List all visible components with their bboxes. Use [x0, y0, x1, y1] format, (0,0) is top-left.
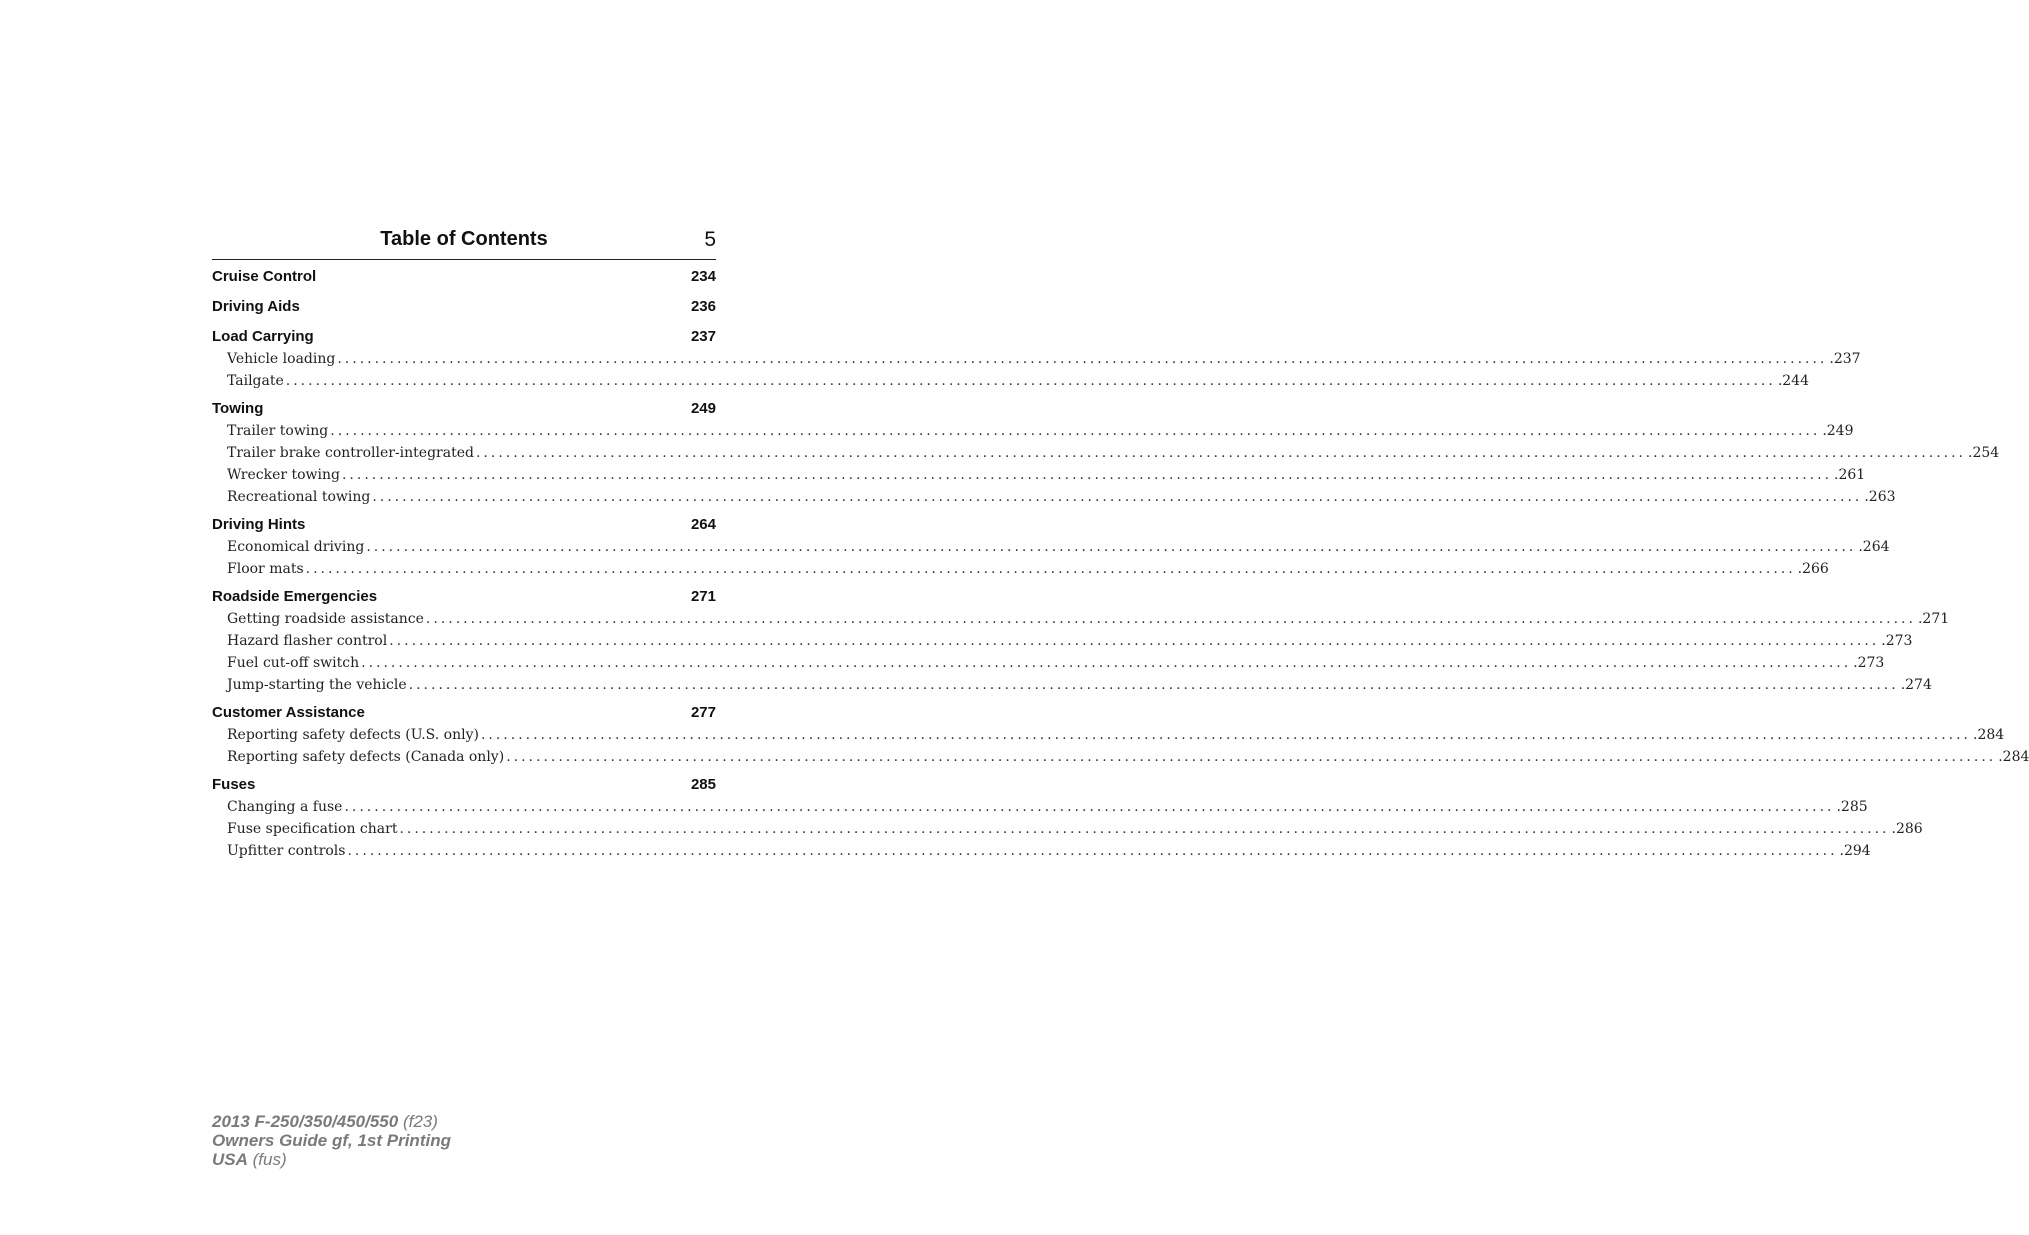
toc-item-row[interactable]	[212, 630, 1913, 652]
toc-item-row[interactable]	[212, 674, 1932, 696]
toc-section-title: Fuses	[212, 776, 256, 793]
toc-item-label: Floor mats	[227, 561, 304, 577]
toc-item-row[interactable]	[212, 420, 1854, 442]
toc-item-label: Wrecker towing	[227, 467, 340, 483]
toc-item-label: Tailgate	[227, 373, 284, 389]
dot-leader: ........................................................................................................................................................................................................	[372, 489, 1863, 505]
toc-item-row[interactable]	[212, 536, 1890, 558]
toc-section	[212, 586, 1950, 696]
toc-section	[212, 514, 1890, 580]
toc-item-page: .266	[1797, 561, 1829, 577]
dot-leader: ........................................................................................................................................................................................................	[425, 611, 1916, 627]
toc-section-row[interactable]	[212, 266, 716, 288]
dot-leader: ........................................................................................................................................................................................................	[361, 655, 1852, 671]
toc-item-label: Reporting safety defects (Canada only)	[227, 749, 505, 765]
toc-item-row[interactable]	[212, 724, 2005, 746]
toc-section-page: 249	[690, 400, 716, 417]
toc-item-row[interactable]	[212, 796, 1868, 818]
footer-line-1: 2013 F-250/350/450/550 (f23)	[212, 1112, 438, 1131]
toc-section-title: Towing	[212, 400, 264, 417]
toc-item-row[interactable]	[212, 558, 1829, 580]
dot-leader: ........................................................................................................................................................................................................	[330, 423, 1821, 439]
toc-section	[212, 398, 2000, 508]
toc-item-label: Recreational towing	[227, 489, 371, 505]
toc-section-row[interactable]	[212, 514, 716, 536]
toc-item-label: Fuse specification chart	[227, 821, 398, 837]
toc-section	[212, 702, 2029, 768]
dot-leader: ........................................................................................................................................................................................................	[506, 749, 1997, 765]
toc-item-row[interactable]	[212, 746, 2029, 768]
toc-section-page: 277	[690, 704, 716, 721]
toc-item-label: Fuel cut-off switch	[227, 655, 360, 671]
toc-item-row[interactable]	[212, 442, 2000, 464]
toc-item-label: Hazard flasher control	[227, 633, 388, 649]
toc-section-page: 285	[690, 776, 716, 793]
toc-item-page: .286	[1891, 821, 1923, 837]
toc-item-row[interactable]	[212, 608, 1950, 630]
toc-item-row[interactable]	[212, 652, 1885, 674]
toc-item-page: .237	[1829, 351, 1861, 367]
toc-item-page: .284	[1973, 727, 2005, 743]
toc-item-page: .244	[1777, 373, 1809, 389]
toc-section-title: Roadside Emergencies	[212, 588, 378, 605]
toc-section-title: Load Carrying	[212, 328, 314, 345]
page-header	[212, 228, 716, 260]
toc-item-page: .249	[1822, 423, 1854, 439]
toc-item-page: .264	[1858, 539, 1890, 555]
toc-item-page: .274	[1900, 677, 1932, 693]
dot-leader: ........................................................................................................................................................................................................	[341, 467, 1833, 483]
toc-item-page: .254	[1968, 445, 2000, 461]
toc-section-title: Driving Aids	[212, 298, 300, 315]
dot-leader: ........................................................................................................................................................................................................	[305, 561, 1796, 577]
table-of-contents	[212, 266, 2029, 868]
toc-item-page: .263	[1864, 489, 1896, 505]
toc-section-row[interactable]	[212, 296, 716, 318]
toc-section-title: Driving Hints	[212, 516, 306, 533]
toc-item-label: Trailer towing	[227, 423, 329, 439]
dot-leader: ........................................................................................................................................................................................................	[389, 633, 1880, 649]
toc-section-page: 237	[690, 328, 716, 345]
dot-leader: ........................................................................................................................................................................................................	[475, 445, 1967, 461]
toc-item-label: Trailer brake controller-integrated	[227, 445, 474, 461]
dot-leader: ........................................................................................................................................................................................................	[399, 821, 1890, 837]
toc-section-row[interactable]	[212, 398, 716, 420]
toc-section-row[interactable]	[212, 586, 716, 608]
toc-item-label: Vehicle loading	[227, 351, 336, 367]
toc-item-label: Upfitter controls	[227, 843, 346, 859]
toc-item-row[interactable]	[212, 840, 1871, 862]
toc-section-row[interactable]	[212, 774, 716, 796]
toc-item-page: .271	[1917, 611, 1950, 627]
dot-leader: ........................................................................................................................................................................................................	[285, 373, 1776, 389]
toc-section	[212, 296, 716, 318]
dot-leader: ........................................................................................................................................................................................................	[408, 677, 1899, 693]
toc-item-label: Reporting safety defects (U.S. only)	[227, 727, 479, 743]
toc-section-page: 264	[690, 516, 716, 533]
toc-item-page: .273	[1881, 633, 1913, 649]
toc-section-page: 234	[690, 268, 716, 285]
page-title: Table of Contents	[380, 228, 548, 250]
page-number: 5	[704, 228, 716, 251]
dot-leader: ........................................................................................................................................................................................................	[366, 539, 1857, 555]
footer	[212, 1112, 451, 1169]
toc-section-title: Customer Assistance	[212, 704, 365, 721]
toc-item-page: .261	[1834, 467, 1866, 483]
dot-leader: ........................................................................................................................................................................................................	[337, 351, 1828, 367]
toc-section	[212, 774, 1923, 862]
toc-item-row[interactable]	[212, 348, 1861, 370]
toc-item-row[interactable]	[212, 464, 1866, 486]
toc-section	[212, 266, 716, 288]
footer-line-2: Owners Guide gf, 1st Printing	[212, 1131, 451, 1150]
toc-section-row[interactable]	[212, 326, 716, 348]
toc-item-page: .273	[1853, 655, 1885, 671]
dot-leader: ........................................................................................................................................................................................................	[344, 799, 1835, 815]
toc-item-row[interactable]	[212, 486, 1896, 508]
dot-leader: ........................................................................................................................................................................................................	[347, 843, 1838, 859]
toc-item-label: Economical driving	[227, 539, 365, 555]
toc-section-title: Cruise Control	[212, 268, 317, 285]
toc-item-row[interactable]	[212, 370, 1809, 392]
toc-item-page: .294	[1839, 843, 1871, 859]
toc-section-row[interactable]	[212, 702, 716, 724]
toc-item-page: .285	[1836, 799, 1868, 815]
toc-item-label: Jump-starting the vehicle	[227, 677, 407, 693]
toc-section	[212, 326, 1861, 392]
dot-leader: ........................................................................................................................................................................................................	[480, 727, 1971, 743]
toc-item-row[interactable]	[212, 818, 1923, 840]
toc-section-page: 236	[690, 298, 716, 315]
toc-item-page: .284	[1998, 749, 2029, 765]
toc-section-page: 271	[690, 588, 716, 605]
footer-line-3: USA (fus)	[212, 1150, 287, 1169]
toc-item-label: Changing a fuse	[227, 799, 343, 815]
toc-item-label: Getting roadside assistance	[227, 611, 424, 627]
